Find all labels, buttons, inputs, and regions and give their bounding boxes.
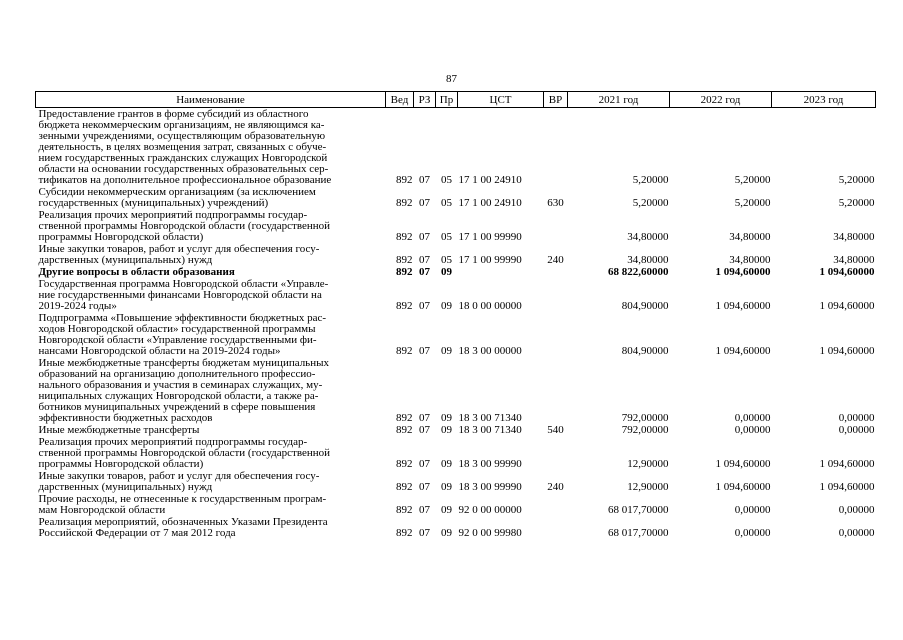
cell-name-line: нального образования и участия в семинарах служащих, му-	[38, 379, 323, 391]
cell-name-line: Государственная программа Новгородской области «Управле-	[38, 278, 329, 290]
table-row	[36, 186, 876, 209]
cell-rz: 07	[419, 345, 430, 357]
table-row	[36, 493, 876, 516]
cell-cst: 17 1 00 99990	[458, 254, 522, 266]
cell-cst: 92 0 00 00000	[458, 504, 522, 516]
cell-2022: 1 094,60000	[715, 266, 771, 278]
cell-name-line: нием государственных гражданских служащих Новгородской	[38, 152, 328, 164]
cell-ved: 892	[396, 458, 413, 470]
cell-name-line: Подпрограмма «Повышение эффективности бюджетных рас-	[38, 312, 327, 324]
header-name: Наименование	[36, 92, 386, 108]
cell-2021: 68 822,60000	[608, 266, 669, 278]
cell-cst: 18 3 00 71340	[458, 412, 522, 424]
cell-vr	[544, 436, 568, 470]
cell-rz: 07	[419, 231, 430, 243]
cell-pr: 05	[441, 174, 452, 186]
cell-cst: 18 3 00 71340	[458, 424, 522, 436]
cell-vr	[544, 312, 568, 357]
cell-name-line: программы Новгородской области)	[38, 231, 204, 243]
cell-2023: 1 094,60000	[819, 481, 875, 493]
cell-rz: 07	[419, 504, 430, 516]
cell-name	[36, 470, 386, 493]
cell-vr: 240	[547, 481, 564, 493]
cell-name	[36, 186, 386, 209]
cell-name-line: Реализация прочих мероприятий подпрограммы государ-	[38, 209, 308, 221]
cell-2023: 34,80000	[833, 254, 875, 266]
cell-vr	[544, 266, 568, 278]
cell-ved: 892	[396, 254, 413, 266]
cell-pr: 05	[441, 231, 452, 243]
cell-pr: 05	[441, 254, 452, 266]
cell-name-line: государственных (муниципальных) учреждений)	[38, 197, 269, 209]
cell-name	[36, 243, 386, 266]
cell-rz: 07	[419, 424, 430, 436]
cell-vr: 630	[547, 197, 564, 209]
cell-2022: 0,00000	[734, 527, 771, 539]
cell-cst: 17 1 00 99990	[458, 231, 522, 243]
cell-ved: 892	[396, 174, 413, 186]
cell-2023: 1 094,60000	[819, 300, 875, 312]
cell-ved: 892	[396, 197, 413, 209]
header-vr: ВР	[544, 92, 568, 108]
cell-pr: 05	[441, 197, 452, 209]
cell-2022: 34,80000	[729, 231, 771, 243]
cell-cst: 18 3 00 99990	[458, 458, 522, 470]
cell-2021: 5,20000	[632, 174, 669, 186]
table-row	[36, 266, 876, 278]
cell-pr: 09	[441, 412, 452, 424]
cell-2023: 0,00000	[838, 424, 875, 436]
table-row	[36, 243, 876, 266]
cell-2021: 792,00000	[621, 412, 669, 424]
cell-name-line: Реализация прочих мероприятий подпрограммы государ-	[38, 436, 308, 448]
cell-cst: 18 0 00 00000	[458, 300, 522, 312]
cell-name-line: программы Новгородской области)	[38, 458, 204, 470]
cell-rz: 07	[419, 527, 430, 539]
cell-2022: 5,20000	[734, 174, 771, 186]
cell-name-line: Предоставление грантов в форме субсидий из областного	[38, 108, 309, 120]
table-body	[36, 108, 876, 540]
cell-name-line: Прочие расходы, не отнесенные к государственным програм-	[38, 493, 327, 505]
table-row	[36, 209, 876, 243]
cell-name	[36, 266, 386, 278]
cell-vr	[544, 278, 568, 312]
cell-rz: 07	[419, 300, 430, 312]
cell-vr: 240	[547, 254, 564, 266]
cell-2021: 5,20000	[632, 197, 669, 209]
cell-pr: 09	[441, 458, 452, 470]
cell-pr: 09	[441, 527, 452, 539]
cell-cst: 17 1 00 24910	[458, 174, 522, 186]
table-header	[36, 92, 876, 108]
cell-2021: 34,80000	[627, 231, 669, 243]
cell-name-line: ственной программы Новгородской области (государственной	[38, 220, 330, 232]
table-row	[36, 516, 876, 539]
cell-2022: 0,00000	[734, 504, 771, 516]
cell-name-line: зенными учреждениями, осуществляющим образовательную	[38, 130, 326, 142]
header-2021: 2021 год	[568, 92, 670, 108]
cell-name-line: Иные межбюджетные трансферты бюджетам муниципальных	[38, 357, 329, 369]
cell-name-line: 2019-2024 годы»	[38, 300, 117, 312]
cell-name-line: Иные закупки товаров, работ и услуг для обеспечения госу-	[38, 470, 320, 482]
cell-pr: 09	[441, 481, 452, 493]
cell-name	[36, 108, 386, 187]
header-rz: РЗ	[414, 92, 436, 108]
cell-name-line: ние государственными финансами Новгородской области на	[38, 289, 322, 301]
budget-table	[35, 91, 876, 539]
cell-name-line: мам Новгородской области	[38, 504, 166, 516]
cell-cst: 17 1 00 24910	[458, 197, 522, 209]
cell-vr	[544, 108, 568, 187]
cell-ved: 892	[396, 266, 413, 278]
cell-2022: 1 094,60000	[715, 481, 771, 493]
table-row	[36, 278, 876, 312]
cell-2023: 1 094,60000	[819, 345, 875, 357]
cell-rz: 07	[419, 254, 430, 266]
cell-name-line: Иные закупки товаров, работ и услуг для обеспечения госу-	[38, 243, 320, 255]
cell-name-line: дарственных (муниципальных) нужд	[38, 481, 213, 493]
cell-name-line: Новгородской области «Управление государственными фи-	[38, 334, 317, 346]
cell-name-line: области на основании государственных образовательных сер-	[38, 163, 329, 175]
cell-name-line: ниципальных служащих Новгородской области, а также ра-	[38, 390, 319, 402]
cell-2023: 0,00000	[838, 527, 875, 539]
cell-name-line: образований на организацию дополнительного профессио-	[38, 368, 316, 380]
cell-name-line: бюджета некоммерческим организациям, не являющимся ка-	[38, 119, 325, 131]
cell-2021: 34,80000	[627, 254, 669, 266]
cell-name-line: ственной программы Новгородской области (государственной	[38, 447, 330, 459]
cell-name	[36, 278, 386, 312]
cell-name-line: ходов Новгородской области» государственной программы	[38, 323, 316, 335]
cell-2022: 1 094,60000	[715, 300, 771, 312]
cell-vr	[544, 209, 568, 243]
cell-ved: 892	[396, 231, 413, 243]
cell-2022: 5,20000	[734, 197, 771, 209]
cell-pr: 09	[441, 345, 452, 357]
cell-2023: 34,80000	[833, 231, 875, 243]
cell-pr: 09	[441, 424, 452, 436]
header-pr: Пр	[436, 92, 458, 108]
cell-2023: 1 094,60000	[819, 458, 875, 470]
header-cst: ЦСТ	[458, 92, 544, 108]
cell-2022: 0,00000	[734, 412, 771, 424]
header-2022: 2022 год	[670, 92, 772, 108]
cell-name-line: ботников муниципальных учреждений в сфере повышения	[38, 401, 316, 413]
header-2023: 2023 год	[772, 92, 876, 108]
table-row	[36, 108, 876, 187]
cell-name	[36, 493, 386, 516]
cell-cst: 18 3 00 99990	[458, 481, 522, 493]
cell-2022: 34,80000	[729, 254, 771, 266]
table-row	[36, 312, 876, 357]
cell-2023: 0,00000	[838, 412, 875, 424]
cell-2021: 12,90000	[627, 481, 669, 493]
cell-ved: 892	[396, 424, 413, 436]
cell-2021: 792,00000	[621, 424, 669, 436]
cell-2022: 1 094,60000	[715, 458, 771, 470]
cell-vr	[544, 357, 568, 424]
cell-vr	[544, 516, 568, 539]
cell-rz: 07	[419, 458, 430, 470]
cell-2021: 804,90000	[621, 345, 669, 357]
cell-pr: 09	[441, 504, 452, 516]
cell-name-line: Другие вопросы в области образования	[38, 266, 235, 278]
cell-pr: 09	[441, 266, 452, 278]
cell-2022: 1 094,60000	[715, 345, 771, 357]
cell-vr	[544, 493, 568, 516]
header-ved: Вед	[386, 92, 414, 108]
cell-rz: 07	[419, 266, 430, 278]
cell-rz: 07	[419, 412, 430, 424]
cell-2023: 5,20000	[838, 197, 875, 209]
cell-vr: 540	[547, 424, 564, 436]
cell-2021: 804,90000	[621, 300, 669, 312]
cell-name	[36, 516, 386, 539]
cell-ved: 892	[396, 300, 413, 312]
table-row	[36, 424, 876, 436]
cell-cst: 18 3 00 00000	[458, 345, 522, 357]
cell-name-line: Реализация мероприятий, обозначенных Указами Президента	[38, 516, 328, 528]
cell-pr: 09	[441, 300, 452, 312]
cell-cst: 92 0 00 99980	[458, 527, 522, 539]
cell-name-line: нансами Новгородской области на 2019-2024 годы»	[38, 345, 281, 357]
cell-name-line: эффективности бюджетных расходов	[38, 412, 213, 424]
cell-name-line: Российской Федерации от 7 мая 2012 года	[38, 527, 236, 539]
header-row	[36, 92, 876, 108]
cell-ved: 892	[396, 345, 413, 357]
cell-2021: 68 017,70000	[608, 504, 669, 516]
cell-name-line: Субсидии некоммерческим организациям (за исключением	[38, 186, 316, 198]
cell-ved: 892	[396, 504, 413, 516]
table-row	[36, 357, 876, 424]
cell-ved: 892	[396, 527, 413, 539]
cell-name	[36, 209, 386, 243]
cell-rz: 07	[419, 174, 430, 186]
cell-name-line: Иные межбюджетные трансферты	[38, 424, 200, 436]
cell-2023: 5,20000	[838, 174, 875, 186]
cell-2021: 12,90000	[627, 458, 669, 470]
cell-ved: 892	[396, 412, 413, 424]
cell-2023: 1 094,60000	[819, 266, 875, 278]
cell-name-line: деятельность, в целях возмещения затрат, связанных с обуче-	[38, 141, 327, 153]
cell-2022: 0,00000	[734, 424, 771, 436]
cell-name	[36, 436, 386, 470]
cell-name	[36, 424, 386, 436]
cell-ved: 892	[396, 481, 413, 493]
cell-cst	[458, 266, 544, 278]
cell-name	[36, 312, 386, 357]
cell-2021: 68 017,70000	[608, 527, 669, 539]
cell-name-line: дарственных (муниципальных) нужд	[38, 254, 213, 266]
cell-rz: 07	[419, 481, 430, 493]
page-number: 87	[446, 73, 457, 85]
cell-name-line: тификатов на дополнительное профессиональное образование	[38, 174, 332, 186]
cell-name	[36, 357, 386, 424]
table-row	[36, 436, 876, 470]
table-row	[36, 470, 876, 493]
cell-2023: 0,00000	[838, 504, 875, 516]
cell-rz: 07	[419, 197, 430, 209]
